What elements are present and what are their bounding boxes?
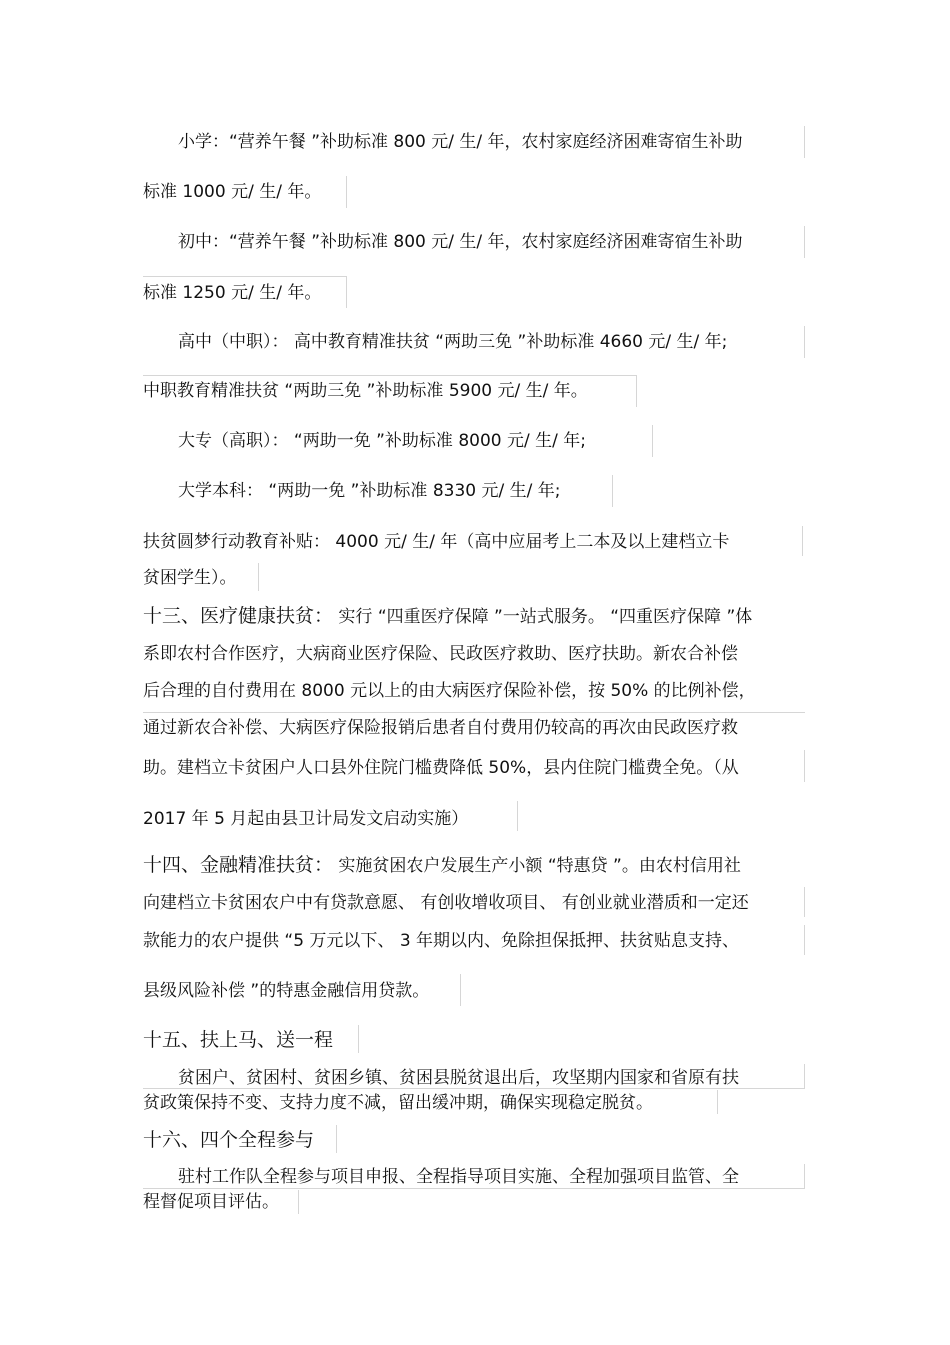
section-16-line-2: 程督促项目评估。 — [143, 1192, 279, 1212]
box-rule — [804, 126, 805, 158]
section-15-heading: 十五、扶上马、送一程 — [143, 1029, 334, 1051]
section-14-line-3: 县级风险补偿 ”的特惠金融信用贷款。 — [143, 981, 430, 1001]
box-rule — [258, 563, 259, 591]
section-13-heading-rest: 实行 “四重医疗保障 ”一站式服务。 “四重医疗保障 ”体 — [333, 607, 753, 627]
section-13-line-5: 2017 年 5 月起由县卫计局发文启动实施） — [143, 809, 469, 829]
box-rule — [804, 326, 805, 358]
dream-subsidy-line-1: 扶贫圆梦行动教育补贴： 4000 元/ 生/ 年（高中应届考上二本及以上建档立卡 — [143, 532, 730, 552]
section-15-line-2: 贫政策保持不变、支持力度不减，留出缓冲期，确保实现稳定脱贫。 — [143, 1093, 653, 1113]
section-13-line-3: 通过新农合补偿、大病医疗保险报销后患者自付费用仍较高的再次由民政医疗救 — [143, 718, 738, 738]
box-rule — [612, 475, 613, 507]
box-rule — [346, 276, 347, 308]
box-rule — [298, 1190, 299, 1214]
section-14-heading-rest: 实施贫困农户发展生产小额 “特惠贷 ”。由农村信用社 — [333, 856, 741, 876]
box-rule — [804, 1164, 805, 1188]
box-rule — [652, 425, 653, 457]
box-rule — [143, 375, 637, 376]
box-rule — [802, 526, 803, 556]
section-15-line-1: 贫困户、贫困村、贫困乡镇、贫困县脱贫退出后，攻坚期内国家和省原有扶 — [178, 1068, 739, 1088]
primary-school-line-1: 小学：“营养午餐 ”补助标准 800 元/ 生/ 年，农村家庭经济困难寄宿生补助 — [178, 132, 743, 152]
section-14-heading-row — [143, 852, 741, 879]
box-rule — [636, 375, 637, 407]
box-rule — [517, 801, 518, 831]
box-rule — [336, 1125, 337, 1153]
section-14-heading: 十四、金融精准扶贫： — [143, 854, 334, 876]
box-rule — [358, 1025, 359, 1053]
section-13-heading-row — [143, 603, 752, 630]
box-rule — [804, 226, 805, 258]
box-rule — [143, 1088, 805, 1089]
section-13-line-4: 助。建档立卡贫困户人口县外住院门槛费降低 50%，县内住院门槛费全免。（从 — [143, 758, 739, 778]
section-16-line-1: 驻村工作队全程参与项目申报、全程指导项目实施、全程加强项目监管、全 — [178, 1167, 739, 1187]
university-line: 大学本科： “两助一免 ”补助标准 8330 元/ 生/ 年; — [178, 481, 561, 501]
box-rule — [143, 276, 347, 277]
section-14-line-1: 向建档立卡贫困农户中有贷款意愿、 有创收增收项目、 有创业就业潜质和一定还 — [143, 893, 749, 913]
section-14-line-2: 款能力的农户提供 “5 万元以下、 3 年期以内、免除担保抵押、扶贫贴息支持、 — [143, 931, 740, 951]
box-rule — [143, 712, 805, 713]
box-rule — [717, 1090, 718, 1114]
box-rule — [346, 176, 347, 208]
section-16-heading: 十六、四个全程参与 — [143, 1129, 315, 1151]
primary-school-line-2: 标准 1000 元/ 生/ 年。 — [143, 182, 322, 202]
senior-school-line-2: 中职教育精准扶贫 “两助三免 ”补助标准 5900 元/ 生/ 年。 — [143, 381, 588, 401]
section-13-line-1: 系即农村合作医疗，大病商业医疗保险、民政医疗救助、医疗扶助。新农合补偿 — [143, 644, 738, 664]
section-13-heading: 十三、医疗健康扶贫： — [143, 605, 334, 627]
senior-school-line-1: 高中（中职）： 高中教育精准扶贫 “两助三免 ”补助标准 4660 元/ 生/ 年; — [178, 332, 728, 352]
box-rule — [804, 887, 805, 917]
college-line: 大专（高职）： “两助一免 ”补助标准 8000 元/ 生/ 年; — [178, 431, 586, 451]
box-rule — [804, 750, 805, 782]
box-rule — [460, 974, 461, 1006]
junior-school-line-2: 标准 1250 元/ 生/ 年。 — [143, 283, 322, 303]
junior-school-line-1: 初中：“营养午餐 ”补助标准 800 元/ 生/ 年，农村家庭经济困难寄宿生补助 — [178, 232, 743, 252]
box-rule — [804, 1064, 805, 1088]
box-rule — [143, 1188, 805, 1189]
box-rule — [804, 925, 805, 955]
section-13-line-2: 后合理的自付费用在 8000 元以上的由大病医疗保险补偿，按 50% 的比例补偿， — [143, 681, 756, 701]
dream-subsidy-line-2: 贫困学生）。 — [143, 568, 237, 588]
